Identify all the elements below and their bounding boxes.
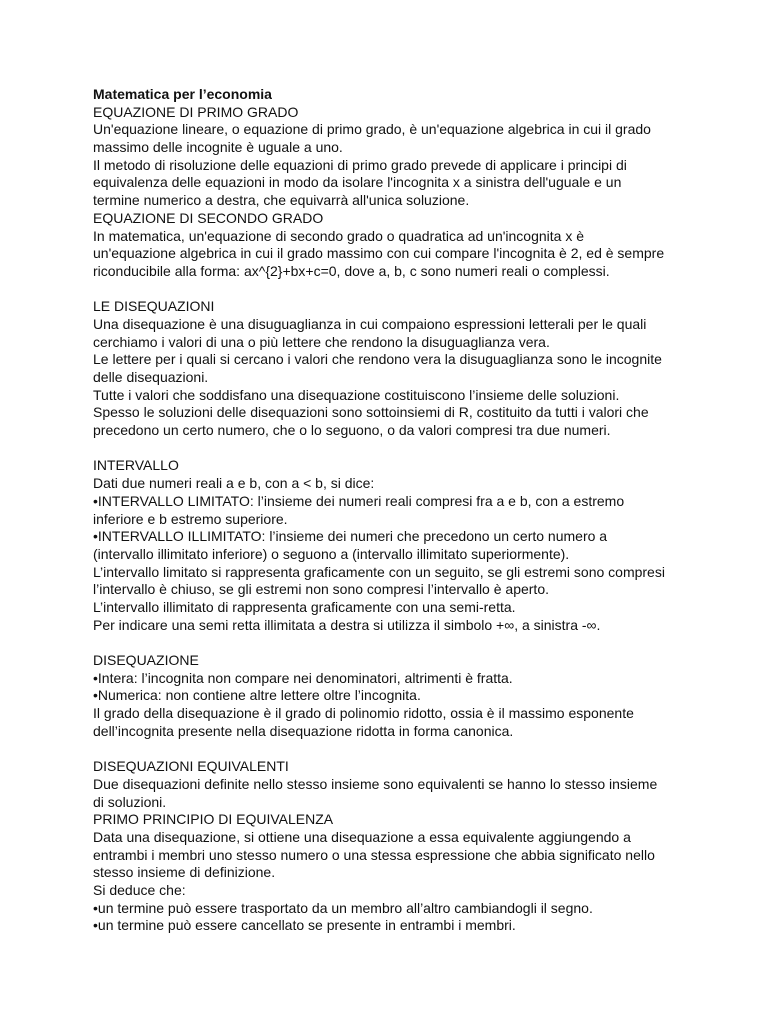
text-line: Spesso le soluzioni delle disequazioni sono sottoinsiemi di R, costituito da tutti i valori che — [93, 404, 649, 421]
text-line: •INTERVALLO ILLIMITATO: l’insieme dei numeri che precedono un certo numero a — [93, 528, 608, 545]
text-line: di soluzioni. — [93, 793, 167, 810]
text-line: un'equazione algebrica in cui il grado massimo con cui compare l'incognita è 2, ed è sempre — [93, 245, 665, 262]
text-line: delle disequazioni. — [93, 369, 209, 385]
document-body — [93, 104, 683, 935]
text-line: INTERVALLO — [93, 457, 179, 474]
text-line: riconducibile alla forma: ax^{2}+bx+c=0, dove a, b, c sono numeri reali o complessi. — [93, 262, 610, 279]
text-line: massimo delle incognite è uguale a uno. — [93, 139, 343, 156]
text-line: Data una disequazione, si ottiene una disequazione a essa equivalente aggiungendo a — [93, 828, 631, 845]
text-line: precedono un certo numero, che o lo seguono, o da valori compresi tra due numeri. — [93, 422, 611, 439]
text-line: PRIMO PRINCIPIO DI EQUIVALENZA — [93, 811, 334, 828]
text-line: L’intervallo illimitato di rappresenta graficamente con una semi-retta. — [93, 598, 516, 615]
text-line: Il metodo di risoluzione delle equazioni di primo grado prevede di applicare i principi di — [93, 156, 627, 173]
text-line: EQUAZIONE DI SECONDO GRADO — [93, 209, 324, 226]
text-line: Il grado della disequazione è il grado di polinomio ridotto, ossia è il massimo esponente — [93, 705, 634, 722]
text-line: DISEQUAZIONI EQUIVALENTI — [93, 758, 289, 775]
text-line: L’intervallo limitato si rappresenta graficamente con un seguito, se gli estremi sono compresi — [93, 563, 665, 580]
blank-line — [93, 634, 683, 652]
text-line: equivalenza delle equazioni in modo da isolare l'incognita x a sinistra dell'uguale e un — [93, 174, 622, 191]
text-line: DISEQUAZIONE — [93, 652, 199, 668]
text-line: l’intervallo è chiuso, se gli estremi non sono compresi l’intervallo è aperto. — [93, 581, 549, 598]
text-line: •INTERVALLO LIMITATO: l’insieme dei numeri reali compresi fra a e b, con a estremo — [93, 492, 625, 509]
text-line: stesso insieme di definizione. — [93, 864, 276, 881]
text-line: •Intera: l’incognita non compare nei denominatori, altrimenti è fratta. — [93, 669, 513, 686]
text-line: LE DISEQUAZIONI — [93, 298, 215, 315]
text-line: •un termine può essere cancellato se presente in entrambi i membri. — [93, 917, 516, 934]
text-line: Una disequazione è una disuguaglianza in cui compaiono espressioni letterali per le quali — [93, 315, 647, 332]
text-line: •un termine può essere trasportato da un membro all’altro cambiandogli il segno. — [93, 899, 593, 916]
text-line: EQUAZIONE DI PRIMO GRADO — [93, 103, 299, 120]
blank-line — [93, 440, 683, 458]
text-line: •Numerica: non contiene altre lettere oltre l’incognita. — [93, 687, 421, 704]
text-line: Un'equazione lineare, o equazione di primo grado, è un'equazione algebrica in cui il grado — [93, 121, 651, 138]
text-line: Per indicare una semi retta illimitata a destra si utilizza il simbolo +∞, a sinistra -∞. — [93, 616, 601, 633]
text-line: dell’incognita presente nella disequazione ridotta in forma canonica. — [93, 722, 514, 739]
text-line: Si deduce che: — [93, 881, 186, 898]
text-line: termine numerico a destra, che equivarrà all'unica soluzione. — [93, 192, 470, 209]
text-line: In matematica, un'equazione di secondo grado o quadratica ad un'incognita x è — [93, 227, 585, 244]
blank-line — [93, 281, 683, 299]
document-title: Matematica per l’economia — [93, 86, 272, 102]
blank-line — [93, 740, 683, 758]
text-line: entrambi i membri uno stesso numero o una stessa espressione che abbia significato nello — [93, 846, 655, 863]
text-line: Dati due numeri reali a e b, con a < b, si dice: — [93, 475, 375, 492]
text-line: cerchiamo i valori di una o più lettere che rendono la disuguaglianza vera. — [93, 333, 550, 350]
text-line: Tutte i valori che soddisfano una disequazione costituiscono l’insieme delle soluzioni. — [93, 386, 620, 403]
text-line: Le lettere per i quali si cercano i valori che rendono vera la disuguaglianza sono le incognite — [93, 351, 662, 368]
text-line: (intervallo illimitato inferiore) o seguono a (intervallo illimitato superiormente). — [93, 545, 570, 562]
text-line: inferiore e b estremo superiore. — [93, 510, 288, 527]
document-page — [93, 86, 683, 935]
text-line: Due disequazioni definite nello stesso insieme sono equivalenti se hanno lo stesso insieme — [93, 775, 658, 792]
